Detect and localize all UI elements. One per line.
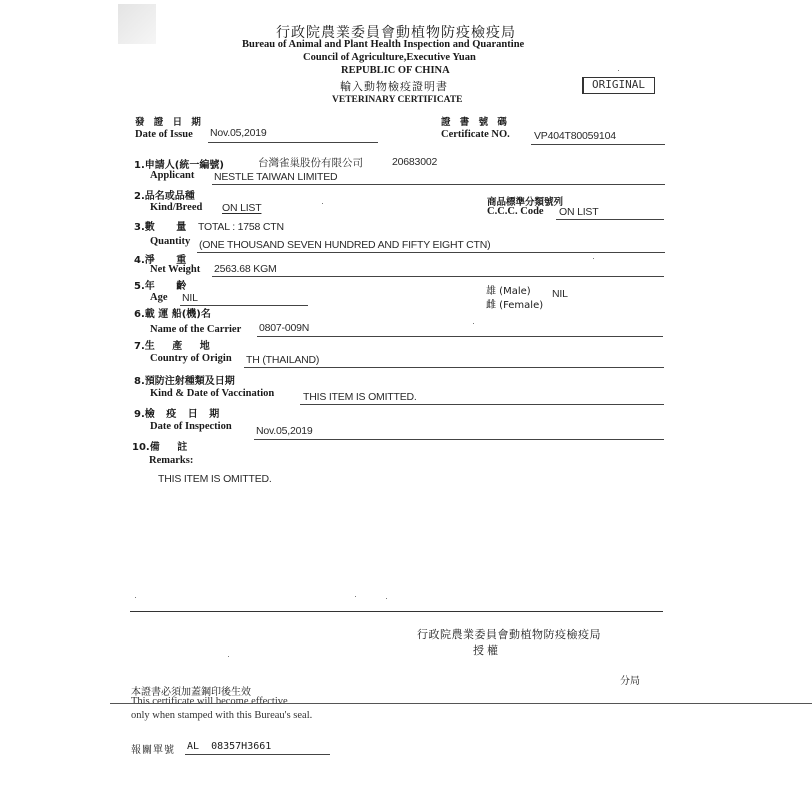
customs-value: AL 08357H3661 <box>187 741 272 752</box>
net-weight-line <box>212 276 664 277</box>
seal-note-zh: 本證書必須加蓋鋼印後生效 <box>131 687 251 698</box>
quantity-label: Quantity <box>150 236 191 247</box>
signature-authorized-zh: 授權 <box>473 644 501 657</box>
female-label: 雌 (Female) <box>486 300 544 311</box>
document-title-en: VETERINARY CERTIFICATE <box>332 95 463 105</box>
certificate-no-line <box>531 144 665 145</box>
applicant-line <box>212 184 665 185</box>
certificate-no-label: Certificate NO. <box>441 129 510 140</box>
applicant-value-zh: 台灣雀巢股份有限公司 <box>258 157 363 169</box>
carrier-line <box>257 336 663 337</box>
carrier-label-zh: 6.載 運 船(機)名 <box>134 309 211 320</box>
origin-label: Country of Origin <box>150 353 232 364</box>
original-stamp <box>582 77 655 94</box>
signature-divider <box>130 611 663 612</box>
net-weight-label-zh: 4.淨 重 <box>134 255 187 266</box>
agency-title-en: Bureau of Animal and Plant Health Inspection and Quarantine <box>242 39 525 50</box>
signature-agency-zh: 行政院農業委員會動植物防疫檢疫局 <box>417 628 601 641</box>
carrier-value: 0807-009N <box>259 322 310 334</box>
signature-branch-zh: 分局 <box>620 676 640 687</box>
customs-label-zh: 報關單號 <box>131 745 175 756</box>
issue-date-line <box>208 142 378 143</box>
agency-title-zh: 行政院農業委員會動植物防疫檢疫局 <box>276 25 516 41</box>
country-title: REPUBLIC OF CHINA <box>341 65 450 76</box>
inspection-label-zh: 9.檢 疫 日 期 <box>134 409 220 420</box>
remarks-label: Remarks: <box>149 455 194 466</box>
applicant-value: NESTLE TAIWAN LIMITED <box>214 171 338 183</box>
remarks-label-zh: 10.備 註 <box>132 442 188 453</box>
inspection-line <box>254 439 664 440</box>
quantity-value: TOTAL : 1758 CTN <box>198 221 284 233</box>
certificate-no-label-zh: 證 書 號 碼 <box>441 117 510 128</box>
ccc-line <box>556 219 664 220</box>
applicant-label: Applicant <box>150 170 195 181</box>
inspection-value: Nov.05,2019 <box>256 425 313 437</box>
origin-line <box>244 367 664 368</box>
council-title: Council of Agriculture,Executive Yuan <box>303 52 476 63</box>
scan-speck <box>593 258 594 259</box>
net-weight-value: 2563.68 KGM <box>214 263 277 275</box>
vaccination-label-zh: 8.預防注射種類及日期 <box>134 376 235 387</box>
scan-speck <box>322 203 323 204</box>
remarks-value: THIS ITEM IS OMITTED. <box>158 473 272 485</box>
ccc-label: C.C.C. Code <box>487 206 544 217</box>
quantity-words: (ONE THOUSAND SEVEN HUNDRED AND FIFTY EIGHT CTN) <box>199 239 491 251</box>
inspection-label: Date of Inspection <box>150 421 232 432</box>
age-label: Age <box>150 292 168 303</box>
scan-speck <box>228 656 229 657</box>
seal-note-line-1: This certificate will become effective <box>131 696 288 707</box>
male-label: 雄 (Male) <box>486 286 531 297</box>
scan-speck <box>618 70 619 71</box>
net-weight-label: Net Weight <box>150 264 201 275</box>
scan-speck <box>355 596 356 597</box>
issue-date-label: Date of Issue <box>135 129 193 140</box>
kind-value: ON LIST <box>222 202 262 214</box>
age-label-zh: 5.年 齡 <box>134 281 187 292</box>
document-title-zh: 輸入動物檢疫證明書 <box>340 80 448 93</box>
strike-line <box>110 703 812 704</box>
quantity-line <box>197 252 665 253</box>
issue-date-label-zh: 發 證 日 期 <box>135 117 204 128</box>
original-stamp-text: ORIGINAL <box>592 78 645 91</box>
scan-artifact <box>118 4 156 44</box>
ccc-value: ON LIST <box>559 206 599 218</box>
origin-label-zh: 7.生 產 地 <box>134 341 210 352</box>
scan-speck <box>386 598 387 599</box>
applicant-label-zh: 1.申請人(統一編號) <box>134 160 224 171</box>
vaccination-label: Kind & Date of Vaccination <box>150 388 275 399</box>
carrier-label: Name of the Carrier <box>150 324 242 335</box>
issue-date-value: Nov.05,2019 <box>210 127 267 139</box>
applicant-id: 20683002 <box>392 156 438 168</box>
sex-value: NIL <box>552 288 568 300</box>
quantity-label-zh: 3.數 量 <box>134 222 187 233</box>
kind-label: Kind/Breed <box>150 202 203 213</box>
seal-note-line-2: only when stamped with this Bureau's seal. <box>131 710 313 721</box>
age-value: NIL <box>182 292 198 304</box>
kind-label-zh: 2.品名或品種 <box>134 191 195 202</box>
ccc-label-zh: 商品標準分類號列 <box>487 197 564 208</box>
customs-line <box>185 754 330 755</box>
certificate-no-value: VP404T80059104 <box>534 130 616 142</box>
scan-speck <box>135 597 136 598</box>
vaccination-line <box>300 404 664 405</box>
vaccination-value: THIS ITEM IS OMITTED. <box>303 391 417 403</box>
origin-value: TH (THAILAND) <box>246 354 320 366</box>
scan-speck <box>473 323 474 324</box>
